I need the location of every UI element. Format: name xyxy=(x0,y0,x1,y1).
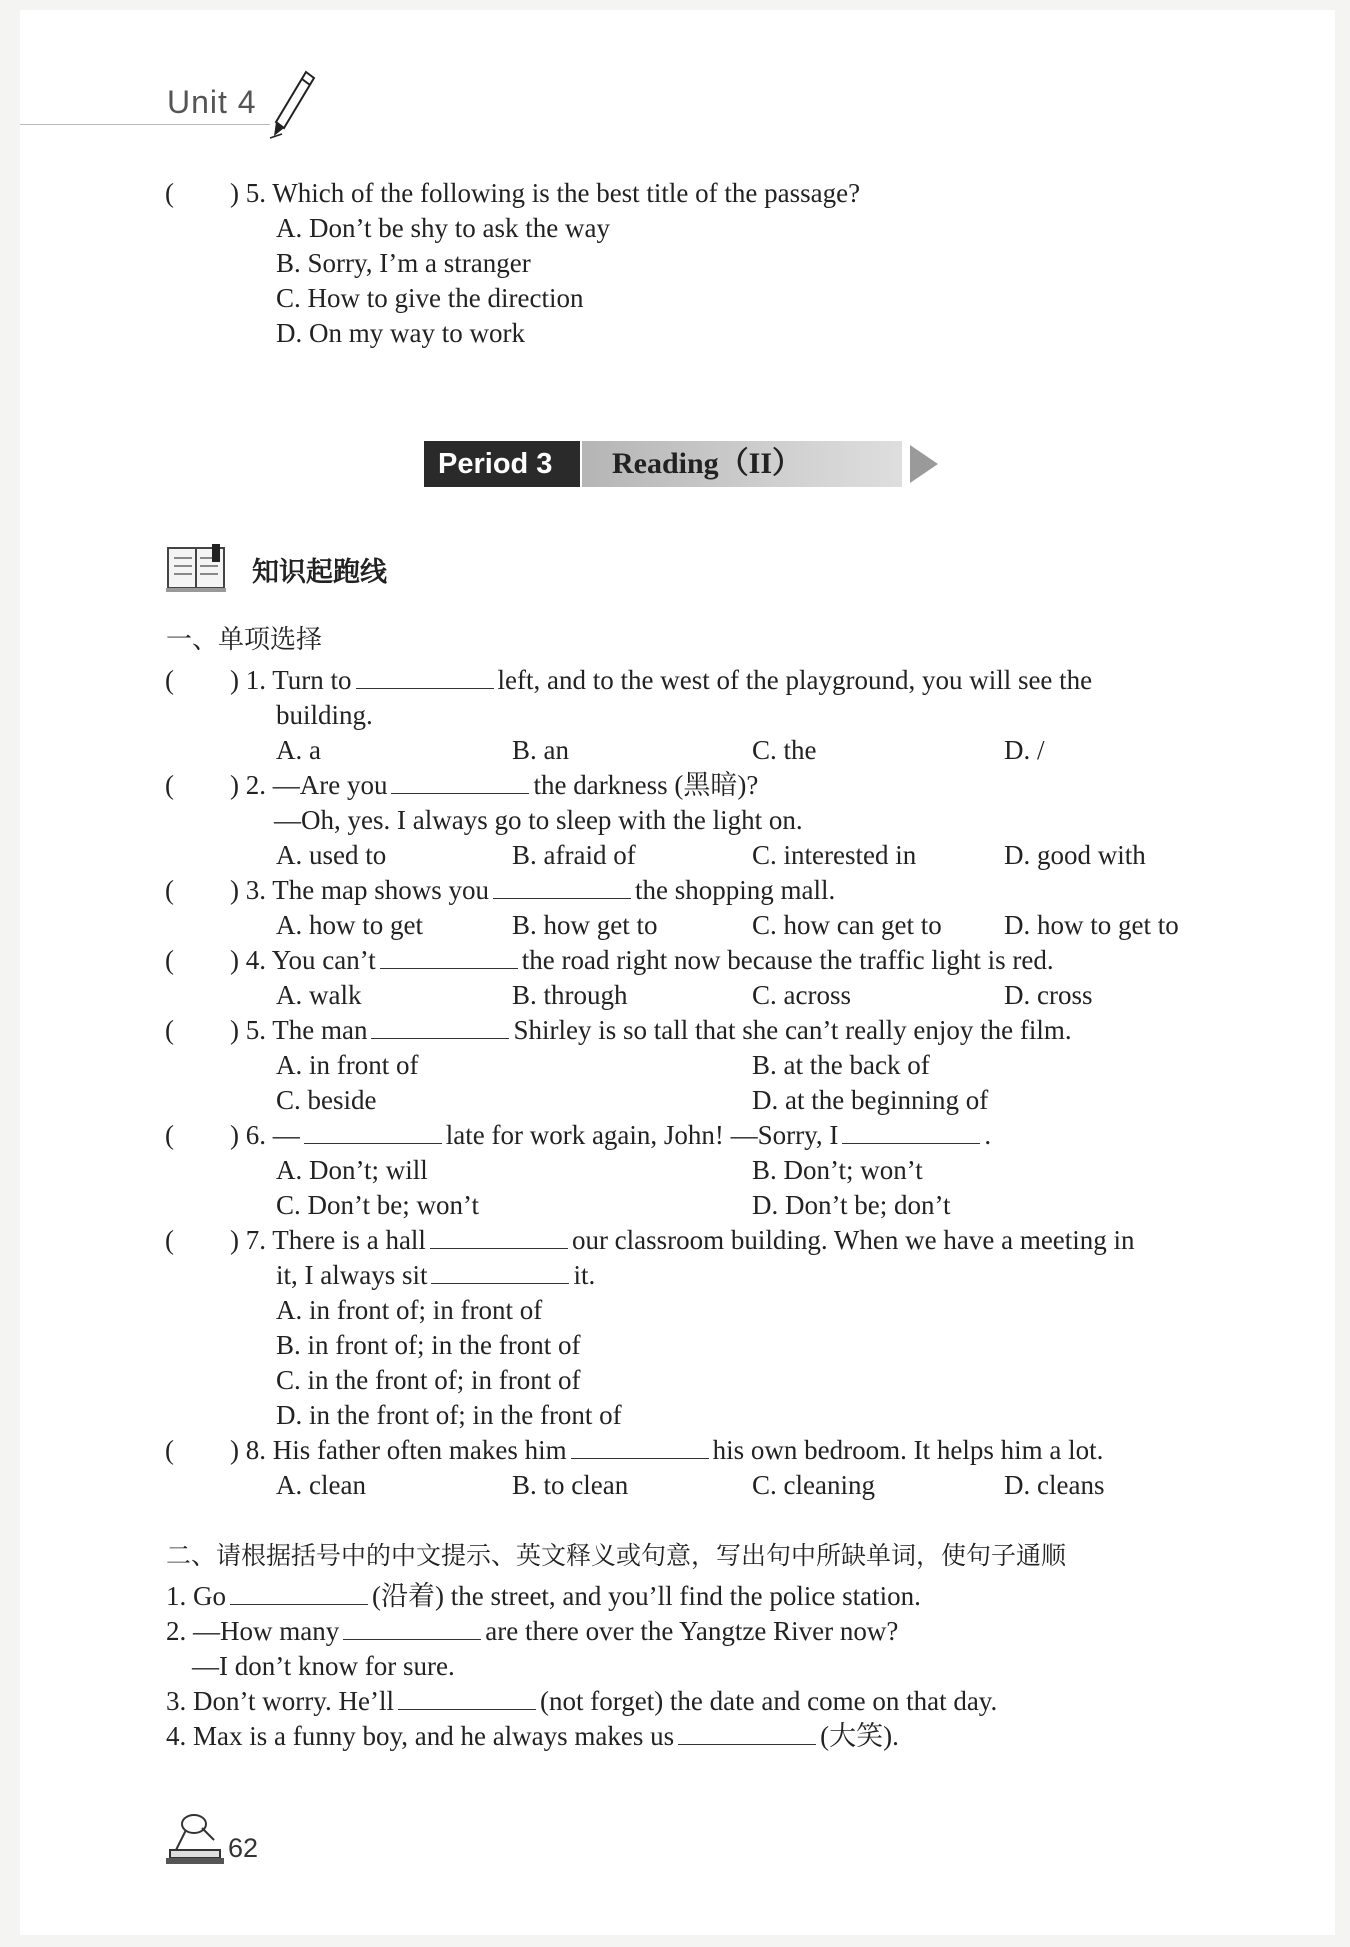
blank xyxy=(371,1016,509,1039)
option: B. how get to xyxy=(512,910,658,940)
blank xyxy=(380,946,518,969)
answer-paren: ( xyxy=(165,1015,174,1045)
blank xyxy=(230,1582,368,1605)
sentence-line: 2. —How many are there over the Yangtze River now? xyxy=(166,1616,899,1646)
option: C. How to give the direction xyxy=(276,283,584,313)
question-line: it, I always sit it. xyxy=(276,1260,596,1290)
option: A. Don’t be shy to ask the way xyxy=(276,213,610,243)
option: B. at the back of xyxy=(752,1050,930,1080)
option: D. at the beginning of xyxy=(752,1085,989,1115)
period-banner xyxy=(424,441,944,487)
option: C. interested in xyxy=(752,840,917,870)
sentence-line: 3. Don’t worry. He’ll (not forget) the date and come on that day. xyxy=(166,1686,998,1716)
answer-paren: ( xyxy=(165,178,174,208)
unit-header: Unit 4 xyxy=(167,84,257,120)
blank xyxy=(678,1722,816,1745)
sentence-line: 4. Max is a funny boy, and he always makes us (大笑). xyxy=(166,1721,899,1751)
question-line: ) 1. Turn to left, and to the west of the playground, you will see the xyxy=(230,665,1093,695)
option: C. across xyxy=(752,980,851,1010)
blank xyxy=(842,1121,980,1144)
blank xyxy=(571,1436,709,1459)
question-line: ) 7. There is a hall our classroom building. When we have a meeting in xyxy=(230,1225,1135,1255)
option: A. Don’t; will xyxy=(276,1155,428,1185)
option: A. used to xyxy=(276,840,387,870)
answer-paren: ( xyxy=(165,1225,174,1255)
question-line: ) 4. You can’t the road right now because the traffic light is red. xyxy=(230,945,1054,975)
option: D. Don’t be; don’t xyxy=(752,1190,951,1220)
question-line: building. xyxy=(276,700,373,730)
blank xyxy=(391,771,529,794)
option: C. beside xyxy=(276,1085,377,1115)
option: D. good with xyxy=(1004,840,1146,870)
option: D. / xyxy=(1004,735,1045,765)
option: D. cleans xyxy=(1004,1470,1105,1500)
option: B. an xyxy=(512,735,569,765)
option: C. how can get to xyxy=(752,910,942,940)
option: B. afraid of xyxy=(512,840,636,870)
option: C. the xyxy=(752,735,817,765)
option: A. a xyxy=(276,735,321,765)
option: D. cross xyxy=(1004,980,1093,1010)
desk-lamp-icon xyxy=(164,1810,228,1870)
banner-period: Period 3 xyxy=(424,441,580,487)
answer-paren: ( xyxy=(165,665,174,695)
blank xyxy=(493,876,631,899)
option: A. walk xyxy=(276,980,362,1010)
option: A. in front of; in front of xyxy=(276,1295,543,1325)
blank xyxy=(398,1687,536,1710)
blank xyxy=(431,1261,569,1284)
option: B. through xyxy=(512,980,628,1010)
answer-paren: ( xyxy=(165,1120,174,1150)
part2-heading: 二、请根据括号中的中文提示、英文释义或句意，写出句中所缺单词，使句子通顺 xyxy=(166,1541,1067,1570)
page-number: 62 xyxy=(228,1833,259,1863)
blank xyxy=(304,1121,442,1144)
answer-paren: ( xyxy=(165,770,174,800)
section-title: 知识起跑线 xyxy=(252,557,387,588)
blank xyxy=(343,1617,481,1640)
question-line: ) 8. His father often makes him his own bedroom. It helps him a lot. xyxy=(230,1435,1104,1465)
option: C. cleaning xyxy=(752,1470,875,1500)
answer-paren: ( xyxy=(165,875,174,905)
part1-heading: 一、单项选择 xyxy=(166,625,323,655)
question-line: ) 6. — late for work again, John! —Sorry, I . xyxy=(230,1120,992,1150)
option: A. how to get xyxy=(276,910,423,940)
question-line: ) 3. The map shows you the shopping mall. xyxy=(230,875,836,905)
question-stem: ) 5. Which of the following is the best title of the passage? xyxy=(230,178,861,208)
blank xyxy=(356,666,494,689)
header-rule xyxy=(20,124,270,125)
option: A. clean xyxy=(276,1470,366,1500)
option: D. On my way to work xyxy=(276,318,525,348)
option: B. Sorry, I’m a stranger xyxy=(276,248,531,278)
option: B. to clean xyxy=(512,1470,629,1500)
option: D. how to get to xyxy=(1004,910,1179,940)
blank xyxy=(430,1226,568,1249)
answer-paren: ( xyxy=(165,1435,174,1465)
arrow-icon xyxy=(910,445,938,483)
book-icon xyxy=(166,544,230,594)
question-line: —Oh, yes. I always go to sleep with the light on. xyxy=(274,805,803,835)
option: A. in front of xyxy=(276,1050,419,1080)
question-line: ) 2. —Are you the darkness (黑暗)? xyxy=(230,770,759,800)
sentence-line: —I don’t know for sure. xyxy=(192,1651,455,1681)
pen-icon xyxy=(268,70,318,140)
question-line: ) 5. The man Shirley is so tall that she can’t really enjoy the film. xyxy=(230,1015,1072,1045)
option: B. Don’t; won’t xyxy=(752,1155,923,1185)
option: C. in the front of; in front of xyxy=(276,1365,581,1395)
banner-title: Reading（II） xyxy=(582,441,902,487)
option: D. in the front of; in the front of xyxy=(276,1400,622,1430)
sentence-line: 1. Go (沿着) the street, and you’ll find the police station. xyxy=(166,1581,921,1611)
option: B. in front of; in the front of xyxy=(276,1330,581,1360)
option: C. Don’t be; won’t xyxy=(276,1190,480,1220)
answer-paren: ( xyxy=(165,945,174,975)
